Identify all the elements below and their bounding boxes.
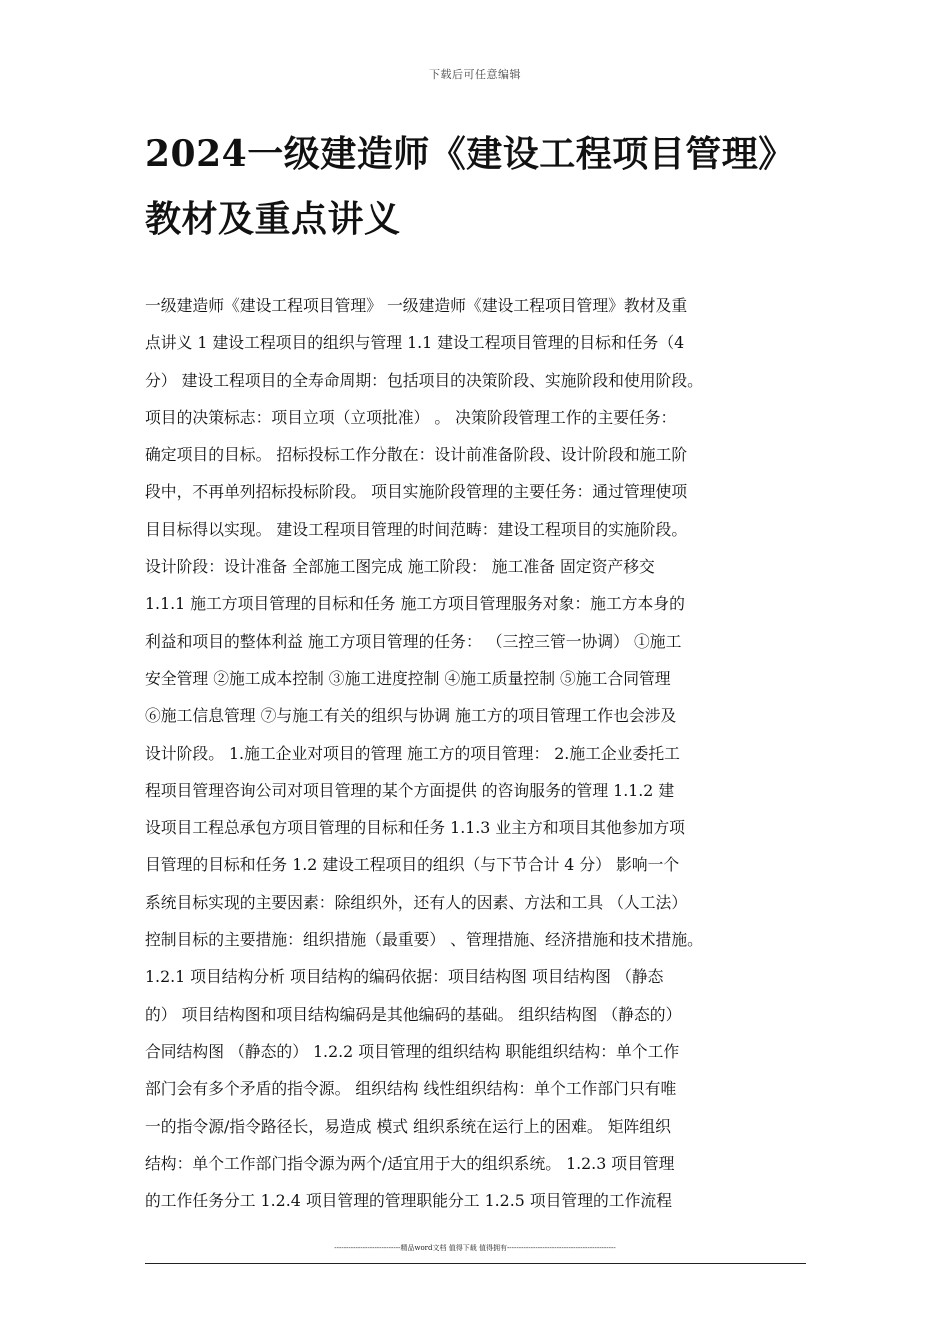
footer-divider xyxy=(145,1263,806,1264)
body-line: 的） 项目结构图和项目结构编码是其他编码的基础。 组织结构图 （静态的） xyxy=(145,1004,682,1024)
header-note: 下载后可任意编辑 xyxy=(429,68,521,81)
body-line: 设项目工程总承包方项目管理的目标和任务 1.1.3 业主方和项目其他参加方项 xyxy=(145,818,685,838)
body-line: 1.2.1 项目结构分析 项目结构的编码依据：项目结构图 项目结构图 （静态 xyxy=(145,967,664,987)
body-line: 部门会有多个矛盾的指令源。 组织结构 线性组织结构：单个工作部门只有唯 xyxy=(145,1079,677,1099)
body-line: 确定项目的目标。 招标投标工作分散在：设计前准备阶段、设计阶段和施工阶 xyxy=(145,445,688,465)
body-line: 利益和项目的整体利益 施工方项目管理的任务： （三控三管一协调） ①施工 xyxy=(145,631,682,651)
footer-text: ----------------------------精品word文档 值得下载 值得拥有---------------------------------------------- xyxy=(334,1244,616,1252)
body-line: 段中，不再单列招标投标阶段。 项目实施阶段管理的主要任务：通过管理使项 xyxy=(145,482,688,502)
body-line: 目目标得以实现。 建设工程项目管理的时间范畴：建设工程项目的实施阶段。 xyxy=(145,519,688,539)
body-line: 系统目标实现的主要因素：除组织外，还有人的因素、方法和工具 （人工法） xyxy=(145,892,688,912)
body-line: 目管理的目标和任务 1.2 建设工程项目的组织（与下节合计 4 分） 影响一个 xyxy=(145,855,680,875)
body-line: 合同结构图 （静态的） 1.2.2 项目管理的组织结构 职能组织结构：单个工作 xyxy=(145,1041,680,1061)
body-line: 程项目管理咨询公司对项目管理的某个方面提供 的咨询服务的管理 1.1.2 建 xyxy=(145,780,675,800)
body-line: 设计阶段。 1.施工企业对项目的管理 施工方的项目管理： 2.施工企业委托工 xyxy=(145,743,680,763)
title-line: 2024一级建造师《建设工程项目管理》 xyxy=(145,133,795,175)
body-line: 设计阶段：设计准备 全部施工图完成 施工阶段： 施工准备 固定资产移交 xyxy=(145,557,655,577)
body-line: 结构：单个工作部门指令源为两个/适宜用于大的组织系统。 1.2.3 项目管理 xyxy=(145,1153,675,1173)
body-line: 一的指令源/指令路径长，易造成 模式 组织系统在运行上的困难。 矩阵组织 xyxy=(145,1116,671,1136)
body-line: ⑥施工信息管理 ⑦与施工有关的组织与协调 施工方的项目管理工作也会涉及 xyxy=(145,706,677,726)
body-line: 的工作任务分工 1.2.4 项目管理的管理职能分工 1.2.5 项目管理的工作流程 xyxy=(145,1191,672,1211)
title-line: 教材及重点讲义 xyxy=(145,198,401,240)
body-line: 1.1.1 施工方项目管理的目标和任务 施工方项目管理服务对象：施工方本身的 xyxy=(145,594,685,614)
document-title xyxy=(145,122,825,252)
body-line: 点讲义 1 建设工程项目的组织与管理 1.1 建设工程项目管理的目标和任务（4 xyxy=(145,333,685,353)
body-line: 分） 建设工程项目的全寿命周期：包括项目的决策阶段、实施阶段和使用阶段。 xyxy=(145,370,703,390)
body-line: 一级建造师《建设工程项目管理》 一级建造师《建设工程项目管理》教材及重 xyxy=(145,296,688,315)
body-line: 安全管理 ②施工成本控制 ③施工进度控制 ④施工质量控制 ⑤施工合同管理 xyxy=(145,668,671,688)
body-line: 控制目标的主要措施：组织措施（最重要） 、管理措施、经济措施和技术措施。 xyxy=(145,930,703,950)
body-line: 项目的决策标志：项目立项（立项批准） 。 决策阶段管理工作的主要任务： xyxy=(145,407,677,427)
body-text xyxy=(145,287,825,1219)
